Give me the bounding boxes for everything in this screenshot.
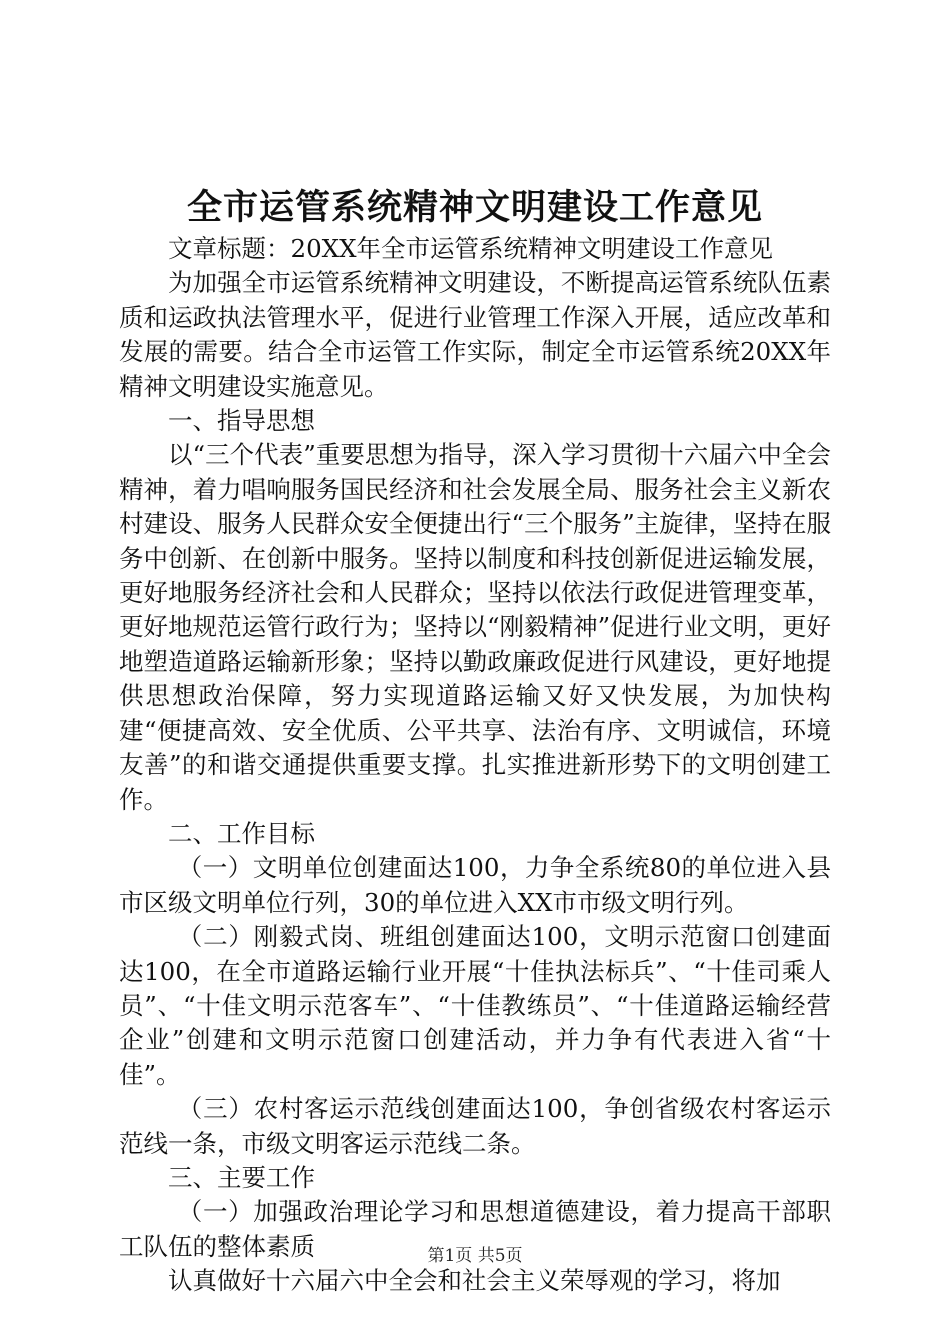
page-footer: 第1页 共5页 [427, 1246, 523, 1266]
article-title-line: 文章标题：20XX年全市运管系统精神文明建设工作意见 [168, 234, 774, 263]
goal-item-2: （二）刚毅式岗、班组创建面达100，文明示范窗口创建面达100，在全市道路运输行业开展“十佳执法标兵”、“十佳司乘人员”、“十佳文明示范客车”、“十佳教练员”、“十佳道路运输经营企业”创建和文明示范窗口创建活动，并力争有代表进入省“十佳”。 [119, 922, 831, 1089]
intro-paragraph: 为加强全市运管系统精神文明建设，不断提高运管系统队伍素质和运政执法管理水平，促进行业管理工作深入开展，适应改革和发展的需要。结合全市运管工作实际，制定全市运管系统20XX年精神文明建设实施意见。 [119, 268, 831, 401]
section-heading-work-goals: 二、工作目标 [168, 818, 315, 848]
goal-item-3: （三）农村客运示范线创建面达100，争创省级农村客运示范线一条，市级文明客运示范线二条。 [119, 1094, 831, 1158]
document-title: 全市运管系统精神文明建设工作意见 [186, 187, 763, 228]
section-heading-main-work: 三、主要工作 [168, 1162, 315, 1192]
guiding-thought-paragraph: 以“三个代表”重要思想为指导，深入学习贯彻十六届六中全会精神，着力唱响服务国民经济和社会发展全局、服务社会主义新农村建设、服务人民群众安全便捷出行“三个服务”主旋律，坚持在服务中创新、在创新中服务。坚持以制度和科技创新促进运输发展，更好地服务经济社会和人民群众；坚持以依法行政促进管理变革，更好地规范运管行政行为；坚持以“刚毅精神”促进行业文明，更好地塑造道路运输新形象；坚持以勤政廉政促进行风建设，更好地提供思想政治保障，努力实现道路运输又好又快发展，为加快构建“便捷高效、安全优质、公平共享、法治有序、文明诚信，环境友善”的和谐交通提供重要支撑。扎实推进新形势下的文明创建工作。 [119, 440, 831, 814]
section-heading-guiding-thought: 一、指导思想 [168, 406, 315, 436]
main-work-paragraph: 认真做好十六届六中全会和社会主义荣辱观的学习，将加 [168, 1266, 781, 1296]
document-body [119, 232, 831, 1299]
goal-item-1: （一）文明单位创建面达100，力争全系统80的单位进入县市区级文明单位行列，30的单位进入XX市市级文明行列。 [119, 853, 831, 917]
main-work-item-1: （一）加强政治理论学习和思想道德建设，着力提高干部职工队伍的整体素质 [119, 1197, 831, 1261]
